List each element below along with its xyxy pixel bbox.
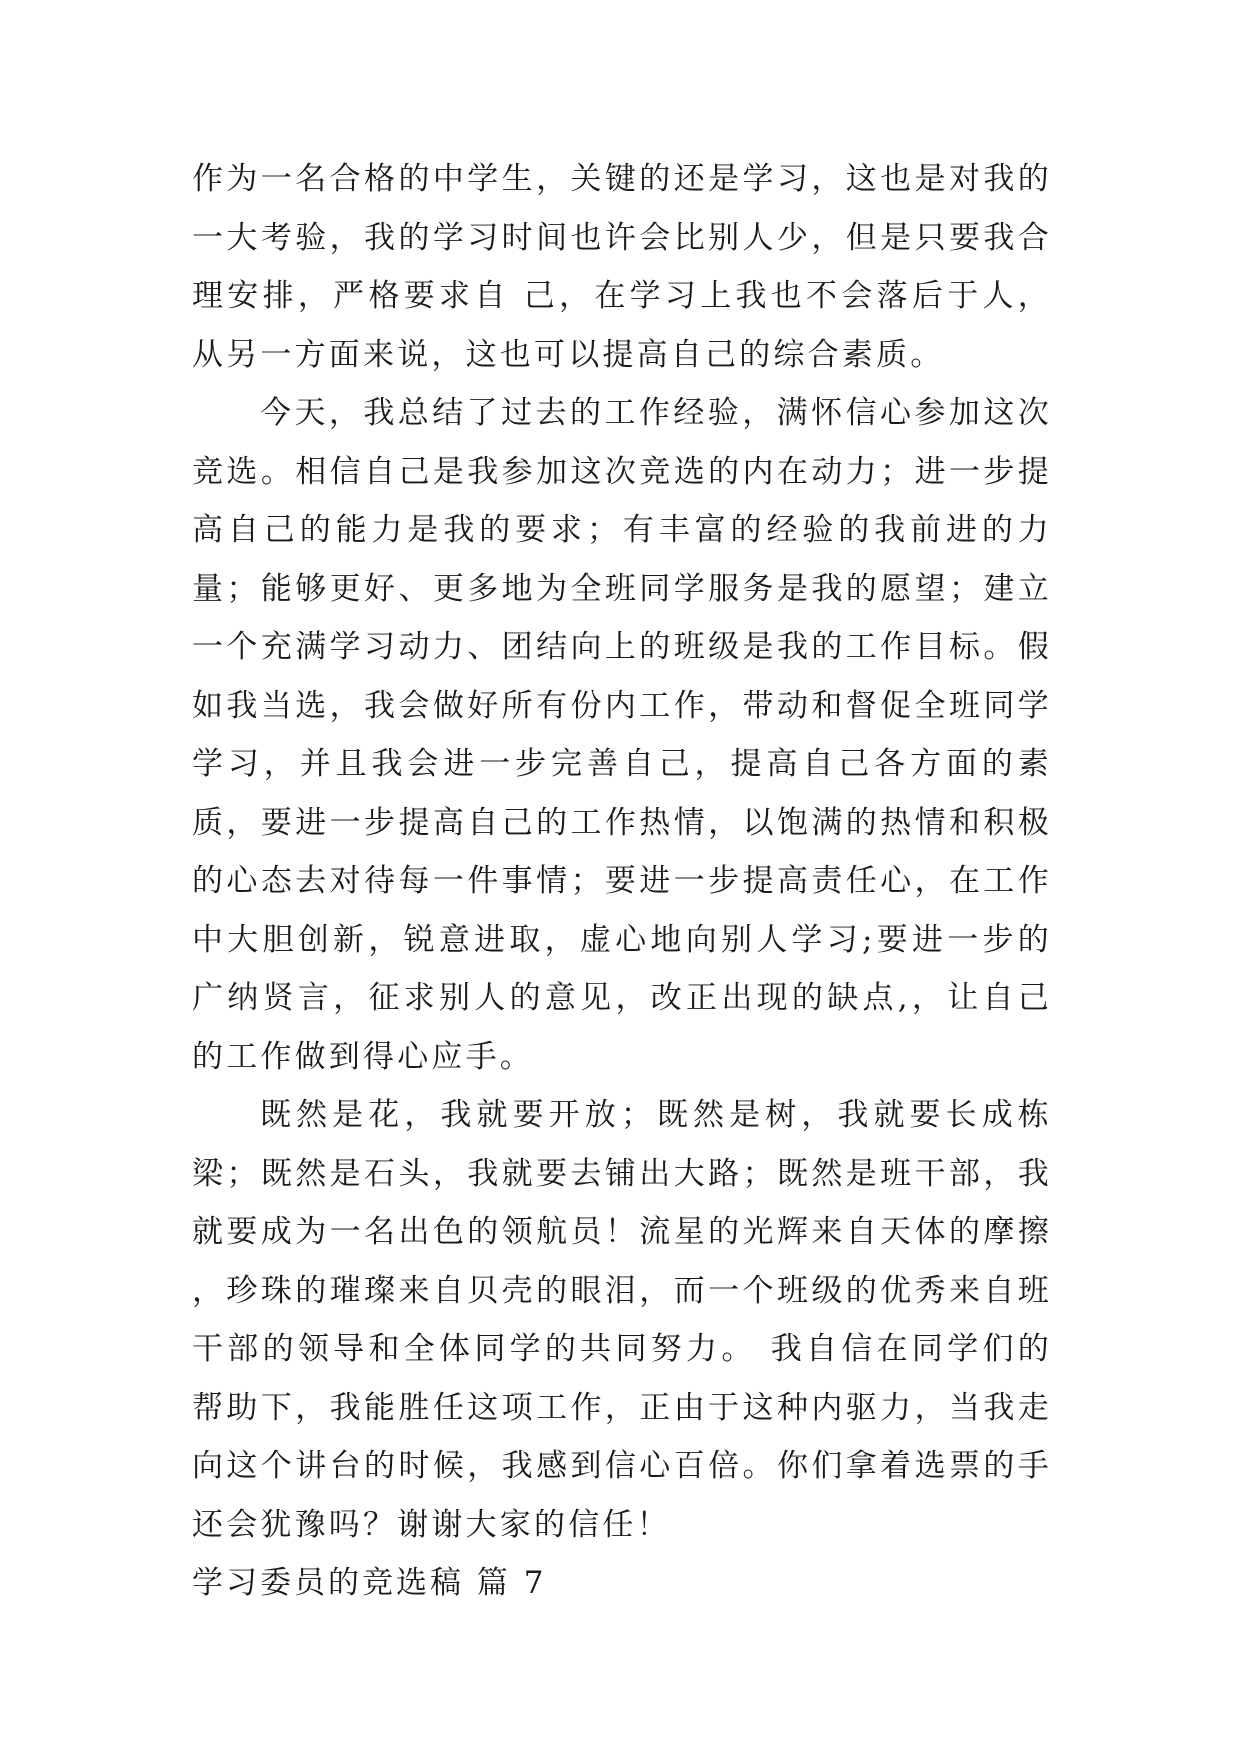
paragraph-1: 作为一名合格的中学生，关键的还是学习，这也是对我的一大考验，我的学习时间也许会比别人少，但是只要我合理安排，严格要求自 己，在学习上我也不会落后于人，从另一方面来说，这也可以提高自己的综合素质。 [192,161,1052,373]
paragraph-2: 今天，我总结了过去的工作经验，满怀信心参加这次竞选。相信自己是我参加这次竞选的内在动力；进一步提高自己的能力是我的要求；有丰富的经验的我前进的力量；能够更好、更多地为全班同学服务是我的愿望；建立一个充满学习动力、团结向上的班级是我的工作目标。假如我当选，我会做好所有份内工作，带动和督促全班同学学习，并且我会进一步完善自己，提高自己各方面的素质，要进一步提高自己的工作热情，以饱满的热情和积极的心态去对待每一件事情；要进一步提高责任心，在工作中大胆创新，锐意进取，虚心地向别人学习;要进一步的广纳贤言，征求别人的意见，改正出现的缺点,，让自己的工作做到得心应手。 [192,395,1052,1075]
section-heading: 学习委员的竞选稿 篇 7 [192,1565,547,1601]
paragraph-3: 既然是花，我就要开放；既然是树，我就要长成栋梁；既然是石头，我就要去铺出大路；既然是班干部，我就要成为一名出色的领航员！流星的光辉来自天体的摩擦 ，珍珠的璀璨来自贝壳的眼泪，而一个班级的优秀来自班干部的领导和全体同学的共同努力。 我自信在同学们的帮助下，我能胜任这项工作，正由于这种内驱力，当我走向这个讲台的时候，我感到信心百倍。你们拿着选票的手还会犹豫吗？谢谢大家的信任！ [192,1097,1052,1543]
document-body [192,150,1052,1613]
